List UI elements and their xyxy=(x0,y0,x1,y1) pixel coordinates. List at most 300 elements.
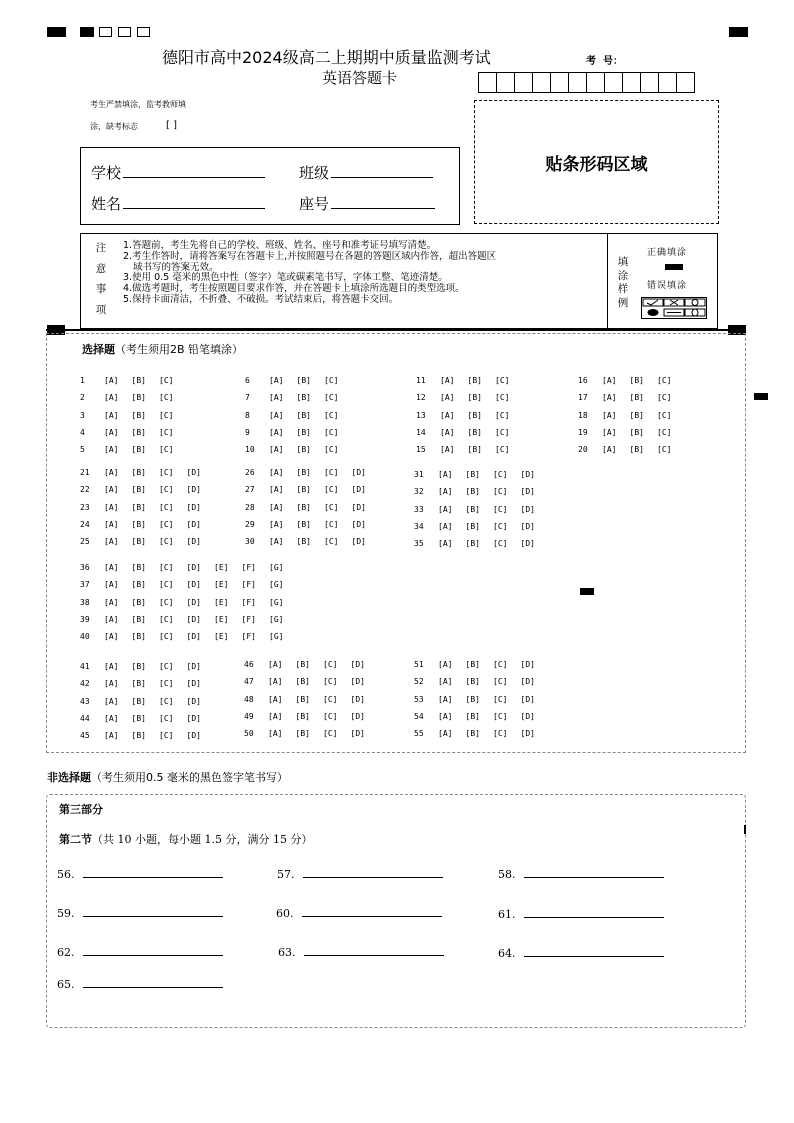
option-bubble[interactable]: [B] xyxy=(131,445,146,455)
option-bubble[interactable]: [C] xyxy=(495,393,510,403)
seat-field[interactable] xyxy=(331,208,435,209)
option-bubble[interactable]: [A] xyxy=(438,487,453,497)
option-bubble[interactable]: [C] xyxy=(657,410,672,420)
option-bubble[interactable]: [D] xyxy=(350,711,365,721)
option-bubble[interactable]: [B] xyxy=(131,580,146,590)
option-bubble[interactable]: [A] xyxy=(104,597,119,607)
option-bubble[interactable]: [C] xyxy=(657,376,672,385)
exam-number-grid[interactable] xyxy=(479,72,695,93)
option-bubble[interactable]: [B] xyxy=(295,694,310,704)
option-bubble[interactable]: [D] xyxy=(351,519,366,529)
option-bubble[interactable]: [A] xyxy=(104,519,119,529)
option-bubble[interactable]: [A] xyxy=(104,679,119,689)
option-bubble[interactable]: [G] xyxy=(269,614,284,624)
option-bubble[interactable]: [C] xyxy=(159,632,174,642)
option-bubble[interactable]: [B] xyxy=(131,696,146,706)
option-bubble[interactable]: [A] xyxy=(440,445,455,455)
option-bubble[interactable]: [A] xyxy=(440,393,455,403)
option-bubble[interactable]: [B] xyxy=(131,502,146,512)
option-bubble[interactable]: [B] xyxy=(296,427,311,437)
option-bubble[interactable]: [A] xyxy=(269,410,284,420)
option-bubble[interactable]: [A] xyxy=(438,694,453,704)
option-bubble[interactable]: [C] xyxy=(159,731,174,741)
option-bubble[interactable]: [A] xyxy=(268,660,283,669)
blank-56[interactable] xyxy=(57,867,223,881)
option-bubble[interactable]: [B] xyxy=(467,393,482,403)
option-bubble[interactable]: [B] xyxy=(131,537,146,547)
question-number: 53 xyxy=(414,694,424,704)
option-bubble[interactable]: [A] xyxy=(602,393,617,403)
option-bubble[interactable]: [C] xyxy=(159,614,174,624)
option-bubble[interactable]: [A] xyxy=(268,694,283,704)
question-number: 21 xyxy=(80,468,90,477)
blank-62[interactable] xyxy=(57,945,223,959)
option-bubble[interactable]: [C] xyxy=(324,537,339,547)
question-23 xyxy=(80,503,214,512)
option-bubble[interactable]: [B] xyxy=(467,376,482,385)
option-bubble[interactable]: [C] xyxy=(493,470,508,479)
option-bubble[interactable]: [D] xyxy=(186,468,201,477)
option-bubble[interactable]: [A] xyxy=(104,410,119,420)
exam-number-cell[interactable] xyxy=(550,72,569,93)
option-bubble[interactable]: [A] xyxy=(269,427,284,437)
option-bubble[interactable]: [A] xyxy=(438,504,453,514)
option-bubble[interactable]: [D] xyxy=(186,679,201,689)
answer-line[interactable] xyxy=(303,867,443,878)
question-46 xyxy=(244,660,378,669)
option-bubble[interactable]: [D] xyxy=(520,487,535,497)
exam-number-cell[interactable] xyxy=(604,72,623,93)
option-bubble[interactable]: [A] xyxy=(269,485,284,495)
option-bubble[interactable]: [D] xyxy=(186,614,201,624)
option-bubble[interactable]: [A] xyxy=(602,427,617,437)
option-bubble[interactable]: [B] xyxy=(296,393,311,403)
option-bubble[interactable]: [C] xyxy=(159,519,174,529)
option-bubble[interactable]: [D] xyxy=(351,502,366,512)
option-bubble[interactable]: [B] xyxy=(131,376,146,385)
option-bubble[interactable]: [A] xyxy=(438,711,453,721)
thick-divider xyxy=(46,329,746,331)
option-bubble[interactable]: [C] xyxy=(493,539,508,549)
option-bubble[interactable]: [B] xyxy=(465,694,480,704)
option-bubble[interactable]: [B] xyxy=(295,729,310,739)
option-bubble[interactable]: [B] xyxy=(465,729,480,739)
option-bubble[interactable]: [F] xyxy=(241,614,256,624)
nonchoice-title-main: 非选择题 xyxy=(47,771,91,784)
option-bubble[interactable]: [C] xyxy=(493,677,508,687)
option-bubble[interactable]: [B] xyxy=(131,427,146,437)
question-51 xyxy=(414,660,548,669)
option-bubble[interactable]: [C] xyxy=(159,713,174,723)
option-bubble[interactable]: [B] xyxy=(296,376,311,385)
option-bubble[interactable]: [A] xyxy=(104,632,119,642)
option-bubble[interactable]: [C] xyxy=(159,502,174,512)
notice-item: 5.保持卡面清洁，不折叠、不破损。考试结束后，将答题卡交回。 xyxy=(123,293,399,305)
option-bubble[interactable]: [C] xyxy=(493,711,508,721)
exam-number-cell[interactable] xyxy=(640,72,659,93)
answer-line[interactable] xyxy=(524,907,664,918)
option-bubble[interactable]: [C] xyxy=(324,393,339,403)
wrong-fill-samples xyxy=(641,297,707,319)
question-number: 20 xyxy=(578,445,588,455)
option-bubble[interactable]: [D] xyxy=(351,468,366,477)
question-4 xyxy=(80,428,187,437)
option-bubble[interactable]: [A] xyxy=(104,427,119,437)
option-bubble[interactable]: [B] xyxy=(131,713,146,723)
option-bubble[interactable]: [A] xyxy=(602,445,617,455)
option-bubble[interactable]: [A] xyxy=(269,376,284,385)
option-bubble[interactable]: [A] xyxy=(438,660,453,669)
exam-number-cell[interactable] xyxy=(568,72,587,93)
option-bubble[interactable]: [C] xyxy=(323,711,338,721)
option-bubble[interactable]: [A] xyxy=(104,393,119,403)
option-bubble[interactable]: [A] xyxy=(104,376,119,385)
option-bubble[interactable]: [A] xyxy=(104,445,119,455)
question-number: 7 xyxy=(245,393,250,403)
option-bubble[interactable]: [C] xyxy=(324,410,339,420)
option-bubble[interactable]: [D] xyxy=(186,731,201,741)
card-subtitle: 英语答题卡 xyxy=(322,69,398,87)
notice-item: 3.使用 0.5 毫米的黑色中性（签字）笔或碳素笔书写，字体工整、笔迹清楚。 xyxy=(123,272,448,284)
option-bubble[interactable]: [B] xyxy=(467,445,482,455)
question-number: 43 xyxy=(80,696,90,706)
option-bubble[interactable]: [G] xyxy=(269,580,284,590)
option-bubble[interactable]: [G] xyxy=(269,597,284,607)
answer-line[interactable] xyxy=(83,945,223,956)
option-bubble[interactable]: [E] xyxy=(214,563,229,572)
option-bubble[interactable]: [G] xyxy=(269,563,284,572)
option-bubble[interactable]: [D] xyxy=(520,504,535,514)
option-bubble[interactable]: [C] xyxy=(159,563,174,572)
answer-line[interactable] xyxy=(524,946,664,957)
option-bubble[interactable]: [D] xyxy=(186,580,201,590)
option-bubble[interactable]: [B] xyxy=(465,487,480,497)
option-bubble[interactable]: [A] xyxy=(438,677,453,687)
answer-line[interactable] xyxy=(524,867,664,878)
option-bubble[interactable]: [D] xyxy=(520,694,535,704)
question-number: 52 xyxy=(414,677,424,687)
option-bubble[interactable]: [D] xyxy=(350,677,365,687)
option-bubble[interactable]: [C] xyxy=(323,694,338,704)
option-bubble[interactable]: [A] xyxy=(269,519,284,529)
question-44 xyxy=(80,714,214,723)
option-bubble[interactable]: [C] xyxy=(159,537,174,547)
option-bubble[interactable]: [C] xyxy=(324,502,339,512)
option-bubble[interactable]: [D] xyxy=(351,537,366,547)
option-bubble[interactable]: [A] xyxy=(438,729,453,739)
option-bubble[interactable]: [A] xyxy=(438,521,453,531)
option-bubble[interactable]: [C] xyxy=(159,485,174,495)
option-bubble[interactable]: [C] xyxy=(323,729,338,739)
option-bubble[interactable]: [B] xyxy=(467,410,482,420)
option-bubble[interactable]: [C] xyxy=(495,427,510,437)
blank-64[interactable] xyxy=(498,946,664,960)
option-bubble[interactable]: [B] xyxy=(465,470,480,479)
option-bubble[interactable]: [E] xyxy=(214,580,229,590)
option-bubble[interactable]: [D] xyxy=(520,677,535,687)
blank-58[interactable] xyxy=(498,867,664,881)
right-edge-tick xyxy=(744,825,746,834)
option-bubble[interactable]: [C] xyxy=(159,662,174,671)
option-bubble[interactable]: [D] xyxy=(186,662,201,671)
choice-title xyxy=(82,341,243,357)
option-bubble[interactable]: [C] xyxy=(495,410,510,420)
option-bubble[interactable]: [C] xyxy=(324,485,339,495)
question-29 xyxy=(245,520,379,529)
option-bubble[interactable]: [B] xyxy=(629,445,644,455)
correct-fill-label: 正确填涂 xyxy=(647,248,688,258)
option-bubble[interactable]: [C] xyxy=(159,679,174,689)
school-field[interactable] xyxy=(123,177,265,178)
part-title: 第三部分 xyxy=(59,803,103,816)
question-number: 46 xyxy=(244,660,254,669)
option-bubble[interactable]: [D] xyxy=(186,696,201,706)
option-bubble[interactable]: [A] xyxy=(104,614,119,624)
exam-number-cell[interactable] xyxy=(532,72,551,93)
option-bubble[interactable]: [C] xyxy=(324,519,339,529)
option-bubble[interactable]: [D] xyxy=(350,729,365,739)
option-bubble[interactable]: [C] xyxy=(159,427,174,437)
option-bubble[interactable]: [D] xyxy=(350,694,365,704)
option-bubble[interactable]: [A] xyxy=(104,537,119,547)
answer-line[interactable] xyxy=(83,867,223,878)
option-bubble[interactable]: [B] xyxy=(629,410,644,420)
option-bubble[interactable]: [C] xyxy=(493,729,508,739)
option-bubble[interactable]: [A] xyxy=(104,713,119,723)
option-bubble[interactable]: [B] xyxy=(465,539,480,549)
option-bubble[interactable]: [C] xyxy=(495,376,510,385)
option-bubble[interactable]: [C] xyxy=(493,487,508,497)
option-bubble[interactable]: [C] xyxy=(323,660,338,669)
option-bubble[interactable]: [B] xyxy=(295,677,310,687)
question-48 xyxy=(244,695,378,704)
blank-65[interactable] xyxy=(57,977,223,991)
answer-line[interactable] xyxy=(83,906,223,917)
option-bubble[interactable]: [D] xyxy=(351,485,366,495)
option-bubble[interactable]: [B] xyxy=(296,410,311,420)
option-bubble[interactable]: [C] xyxy=(493,660,508,669)
option-bubble[interactable]: [B] xyxy=(131,679,146,689)
option-bubble[interactable]: [F] xyxy=(241,632,256,642)
option-bubble[interactable]: [E] xyxy=(214,597,229,607)
question-number: 29 xyxy=(245,519,255,529)
option-bubble[interactable]: [C] xyxy=(495,445,510,455)
option-bubble[interactable]: [A] xyxy=(268,677,283,687)
option-bubble[interactable]: [A] xyxy=(104,485,119,495)
option-bubble[interactable]: [A] xyxy=(438,470,453,479)
option-bubble[interactable]: [D] xyxy=(520,729,535,739)
option-bubble[interactable]: [C] xyxy=(493,521,508,531)
notice-char: 事 xyxy=(95,283,107,295)
option-bubble[interactable]: [B] xyxy=(465,660,480,669)
option-bubble[interactable]: [A] xyxy=(440,410,455,420)
option-bubble[interactable]: [C] xyxy=(324,445,339,455)
question-number: 28 xyxy=(245,502,255,512)
option-bubble[interactable]: [C] xyxy=(324,376,339,385)
option-bubble[interactable]: [B] xyxy=(131,393,146,403)
option-bubble[interactable]: [A] xyxy=(104,468,119,477)
option-bubble[interactable]: [A] xyxy=(268,711,283,721)
question-2 xyxy=(80,393,187,402)
option-bubble[interactable]: [B] xyxy=(467,427,482,437)
option-bubble[interactable]: [A] xyxy=(438,539,453,549)
option-bubble[interactable]: [B] xyxy=(296,445,311,455)
option-bubble[interactable]: [D] xyxy=(520,521,535,531)
answer-line[interactable] xyxy=(302,906,442,917)
option-bubble[interactable]: [B] xyxy=(296,502,311,512)
option-bubble[interactable]: [A] xyxy=(602,410,617,420)
question-27 xyxy=(245,485,379,494)
option-bubble[interactable]: [D] xyxy=(186,597,201,607)
exam-number-cell[interactable] xyxy=(658,72,677,93)
option-bubble[interactable]: [B] xyxy=(465,504,480,514)
exam-number-cell[interactable] xyxy=(496,72,515,93)
option-bubble[interactable]: [B] xyxy=(131,485,146,495)
option-bubble[interactable]: [B] xyxy=(629,376,644,385)
blank-63[interactable] xyxy=(278,945,444,959)
question-6 xyxy=(245,376,352,385)
exam-number-cell[interactable] xyxy=(514,72,533,93)
question-34 xyxy=(414,522,548,531)
option-bubble[interactable]: [C] xyxy=(493,504,508,514)
option-bubble[interactable]: [B] xyxy=(296,537,311,547)
option-bubble[interactable]: [A] xyxy=(269,537,284,547)
option-bubble[interactable]: [A] xyxy=(104,696,119,706)
option-bubble[interactable]: [A] xyxy=(104,502,119,512)
option-bubble[interactable]: [C] xyxy=(323,677,338,687)
option-bubble[interactable]: [B] xyxy=(131,519,146,529)
option-bubble[interactable]: [D] xyxy=(520,539,535,549)
question-13 xyxy=(416,411,523,420)
question-number: 40 xyxy=(80,632,90,642)
option-bubble[interactable]: [D] xyxy=(520,660,535,669)
option-bubble[interactable]: [D] xyxy=(186,713,201,723)
option-bubble[interactable]: [C] xyxy=(159,445,174,455)
option-bubble[interactable]: [C] xyxy=(159,580,174,590)
option-bubble[interactable]: [C] xyxy=(159,410,174,420)
exam-number-cell[interactable] xyxy=(622,72,641,93)
option-bubble[interactable]: [A] xyxy=(104,662,119,671)
option-bubble[interactable]: [B] xyxy=(131,662,146,671)
option-bubble[interactable]: [F] xyxy=(241,597,256,607)
option-bubble[interactable]: [D] xyxy=(186,537,201,547)
fill-sample-side-label xyxy=(615,256,631,310)
option-bubble[interactable]: [C] xyxy=(324,468,339,477)
option-bubble[interactable]: [F] xyxy=(241,563,256,572)
option-bubble[interactable]: [C] xyxy=(657,393,672,403)
option-bubble[interactable]: [B] xyxy=(296,519,311,529)
option-bubble[interactable]: [B] xyxy=(131,597,146,607)
blank-59[interactable] xyxy=(57,906,223,920)
option-bubble[interactable]: [B] xyxy=(131,614,146,624)
option-bubble[interactable]: [G] xyxy=(269,632,284,642)
option-bubble[interactable]: [A] xyxy=(268,729,283,739)
question-number: 50 xyxy=(244,729,254,739)
option-bubble[interactable]: [C] xyxy=(159,468,174,477)
section-title-note: （共 10 小题，每小题 1.5 分，满分 15 分） xyxy=(92,833,313,846)
option-bubble[interactable]: [A] xyxy=(269,468,284,477)
option-bubble[interactable]: [B] xyxy=(131,410,146,420)
option-bubble[interactable]: [E] xyxy=(214,614,229,624)
student-info-box xyxy=(80,147,460,225)
option-bubble[interactable]: [A] xyxy=(269,445,284,455)
exam-number-cell[interactable] xyxy=(676,72,695,93)
option-bubble[interactable]: [C] xyxy=(159,376,174,385)
answer-line[interactable] xyxy=(304,945,444,956)
option-bubble[interactable]: [C] xyxy=(159,393,174,403)
option-bubble[interactable]: [C] xyxy=(657,427,672,437)
class-field[interactable] xyxy=(331,177,433,178)
option-bubble[interactable]: [B] xyxy=(629,427,644,437)
option-bubble[interactable]: [D] xyxy=(186,502,201,512)
question-number: 6 xyxy=(245,376,250,385)
option-bubble[interactable]: [B] xyxy=(296,468,311,477)
option-bubble[interactable]: [B] xyxy=(465,521,480,531)
option-bubble[interactable]: [A] xyxy=(269,502,284,512)
question-11 xyxy=(416,376,523,385)
option-bubble[interactable]: [D] xyxy=(186,632,201,642)
option-bubble[interactable]: [B] xyxy=(629,393,644,403)
option-bubble[interactable]: [B] xyxy=(131,731,146,741)
blank-60[interactable] xyxy=(276,906,442,920)
option-bubble[interactable]: [B] xyxy=(131,468,146,477)
option-bubble[interactable]: [C] xyxy=(159,696,174,706)
notice-item: 2.考生作答时，请将答案写在答题卡上,并按照题号在各题的答题区域内作答，超出答题区 xyxy=(123,250,497,262)
wrong-fill-label: 错误填涂 xyxy=(647,281,688,291)
question-49 xyxy=(244,712,378,721)
option-bubble[interactable]: [D] xyxy=(186,519,201,529)
option-bubble[interactable]: [D] xyxy=(186,485,201,495)
option-bubble[interactable]: [C] xyxy=(159,597,174,607)
option-bubble[interactable]: [D] xyxy=(520,711,535,721)
option-bubble[interactable]: [B] xyxy=(131,563,146,572)
option-bubble[interactable]: [A] xyxy=(602,376,617,385)
option-bubble[interactable]: [D] xyxy=(350,660,365,669)
option-bubble[interactable]: [C] xyxy=(324,427,339,437)
option-bubble[interactable]: [C] xyxy=(493,694,508,704)
option-bubble[interactable]: [B] xyxy=(295,660,310,669)
option-bubble[interactable]: [E] xyxy=(214,632,229,642)
exam-number-cell[interactable] xyxy=(586,72,605,93)
option-bubble[interactable]: [B] xyxy=(465,677,480,687)
option-bubble[interactable]: [C] xyxy=(657,445,672,455)
option-bubble[interactable]: [A] xyxy=(104,731,119,741)
question-15 xyxy=(416,445,523,454)
option-bubble[interactable]: [D] xyxy=(520,470,535,479)
option-bubble[interactable]: [A] xyxy=(440,427,455,437)
fill-char: 涂 xyxy=(617,269,629,282)
exam-number-cell[interactable] xyxy=(478,72,497,93)
option-bubble[interactable]: [F] xyxy=(241,580,256,590)
name-field[interactable] xyxy=(123,208,265,209)
option-bubble[interactable]: [A] xyxy=(269,393,284,403)
answer-line[interactable] xyxy=(83,977,223,988)
blank-57[interactable] xyxy=(277,867,443,881)
option-bubble[interactable]: [D] xyxy=(186,563,201,572)
option-bubble[interactable]: [B] xyxy=(295,711,310,721)
question-number: 9 xyxy=(245,427,250,437)
option-bubble[interactable]: [B] xyxy=(296,485,311,495)
option-bubble[interactable]: [A] xyxy=(104,563,119,572)
absent-checkbox[interactable]: [ ] xyxy=(166,120,177,131)
option-bubble[interactable]: [B] xyxy=(131,632,146,642)
option-bubble[interactable]: [A] xyxy=(104,580,119,590)
seat-label: 座号 xyxy=(299,195,330,213)
option-bubble[interactable]: [B] xyxy=(465,711,480,721)
option-bubble[interactable]: [A] xyxy=(440,376,455,385)
blank-61[interactable] xyxy=(498,907,664,921)
question-number: 24 xyxy=(80,519,90,529)
